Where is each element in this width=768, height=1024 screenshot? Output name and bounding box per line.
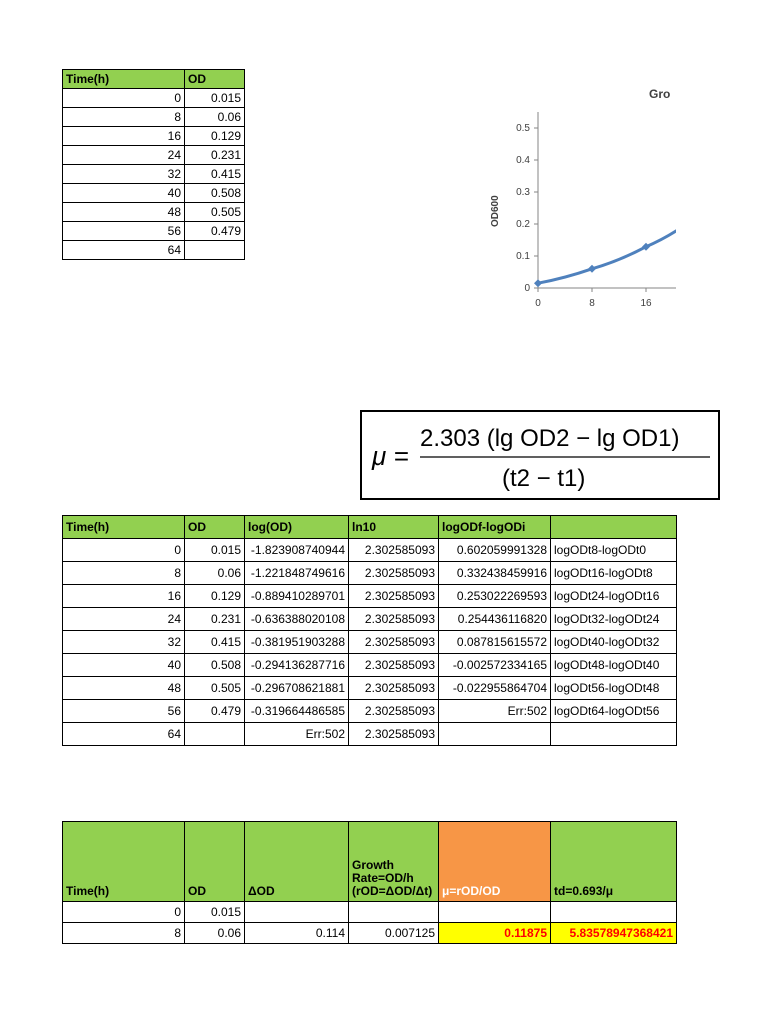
y-tick-label: 0.4: [516, 155, 530, 166]
y-tick-label: 0.3: [516, 187, 530, 198]
table-row: [63, 241, 245, 260]
cell[interactable]: 2.302585093: [349, 700, 439, 723]
cell[interactable]: 0.015: [185, 89, 245, 108]
cell[interactable]: [551, 902, 677, 923]
cell[interactable]: 0.479: [185, 700, 245, 723]
formula-svg: [362, 412, 718, 498]
table-row: [63, 184, 245, 203]
cell[interactable]: 8: [63, 923, 185, 944]
data-point[interactable]: [588, 265, 596, 273]
table-row: [63, 902, 677, 923]
chart-title: Gro: [649, 87, 671, 101]
y-tick-label: 0: [524, 283, 530, 294]
cell[interactable]: 0.415: [185, 631, 245, 654]
header-cell[interactable]: Time(h): [63, 70, 185, 89]
mu-value-cell[interactable]: 0.11875: [439, 923, 551, 944]
cell[interactable]: 0.129: [185, 585, 245, 608]
header-cell[interactable]: OD: [185, 822, 245, 902]
cell[interactable]: 0.508: [185, 654, 245, 677]
header-cell[interactable]: ln10: [349, 516, 439, 539]
cell[interactable]: 48: [63, 677, 185, 700]
cell[interactable]: 24: [63, 146, 185, 165]
table-row: [63, 923, 677, 944]
cell[interactable]: Err:502: [245, 723, 349, 746]
table-row: [63, 562, 677, 585]
cell[interactable]: -0.296708621881: [245, 677, 349, 700]
cell[interactable]: 2.302585093: [349, 677, 439, 700]
table-row: [63, 723, 677, 746]
table-row: [63, 108, 245, 127]
cell[interactable]: 2.302585093: [349, 631, 439, 654]
cell[interactable]: 0.254436116820: [439, 608, 551, 631]
formula-note-cell[interactable]: logODt24-logODt16: [551, 585, 677, 608]
cell[interactable]: 32: [63, 631, 185, 654]
header-cell[interactable]: [551, 516, 677, 539]
table-row: [63, 608, 677, 631]
cell[interactable]: 2.302585093: [349, 585, 439, 608]
cell[interactable]: 8: [63, 562, 185, 585]
cell[interactable]: 0.505: [185, 203, 245, 222]
table-row: [63, 631, 677, 654]
cell[interactable]: 0.087815615572: [439, 631, 551, 654]
cell[interactable]: 0: [63, 902, 185, 923]
formula-note-cell[interactable]: logODt16-logODt8: [551, 562, 677, 585]
x-ticks: [535, 288, 652, 309]
growth-chart[interactable]: [486, 82, 676, 314]
cell[interactable]: 56: [63, 700, 185, 723]
growth-rate-formula: [360, 410, 720, 500]
od-table: [62, 69, 245, 260]
cell[interactable]: 32: [63, 165, 185, 184]
formula-note-cell[interactable]: logODt40-logODt32: [551, 631, 677, 654]
growth-rate-table: [62, 821, 677, 944]
cell[interactable]: -0.022955864704: [439, 677, 551, 700]
cell[interactable]: 64: [63, 723, 185, 746]
header-cell[interactable]: OD: [185, 70, 245, 89]
cell[interactable]: Err:502: [439, 700, 551, 723]
cell[interactable]: 8: [63, 108, 185, 127]
header-cell[interactable]: OD: [185, 516, 245, 539]
y-ticks: [516, 123, 538, 294]
cell[interactable]: 0.231: [185, 608, 245, 631]
cell[interactable]: 0.508: [185, 184, 245, 203]
cell[interactable]: 0.231: [185, 146, 245, 165]
cell[interactable]: [185, 241, 245, 260]
cell[interactable]: -0.319664486585: [245, 700, 349, 723]
cell[interactable]: 2.302585093: [349, 723, 439, 746]
td-value-cell[interactable]: 5.83578947368421: [551, 923, 677, 944]
data-point[interactable]: [534, 279, 542, 287]
cell[interactable]: 40: [63, 654, 185, 677]
cell[interactable]: 0.332438459916: [439, 562, 551, 585]
cell[interactable]: 0.007125: [349, 923, 439, 944]
cell[interactable]: 64: [63, 241, 185, 260]
cell[interactable]: 2.302585093: [349, 539, 439, 562]
table-row: [63, 677, 677, 700]
formula-numerator: 2.303 (lg OD2 − lg OD1): [420, 425, 680, 452]
cell[interactable]: 0.06: [185, 923, 245, 944]
cell[interactable]: 56: [63, 222, 185, 241]
header-cell[interactable]: logODf-logODi: [439, 516, 551, 539]
cell[interactable]: 0.06: [185, 108, 245, 127]
cell[interactable]: 0: [63, 539, 185, 562]
cell[interactable]: 0.06: [185, 562, 245, 585]
y-axis-label: OD600: [490, 195, 501, 227]
header-cell[interactable]: μ=rOD/OD: [439, 822, 551, 902]
cell[interactable]: -0.889410289701: [245, 585, 349, 608]
series-od: [534, 210, 676, 287]
header-cell[interactable]: Growth Rate=OD/h (rOD=ΔOD/Δt): [349, 822, 439, 902]
table-header-row: [63, 822, 677, 902]
cell[interactable]: [245, 902, 349, 923]
cell[interactable]: 0.114: [245, 923, 349, 944]
formula-note-cell[interactable]: logODt48-logODt40: [551, 654, 677, 677]
header-cell[interactable]: ΔOD: [245, 822, 349, 902]
cell[interactable]: 0.602059991328: [439, 539, 551, 562]
formula-note-cell[interactable]: logODt32-logODt24: [551, 608, 677, 631]
table-row: [63, 222, 245, 241]
chart-svg: [486, 82, 676, 314]
cell[interactable]: 2.302585093: [349, 654, 439, 677]
cell[interactable]: 0.415: [185, 165, 245, 184]
cell[interactable]: 0.253022269593: [439, 585, 551, 608]
table-row: [63, 89, 245, 108]
cell[interactable]: -0.294136287716: [245, 654, 349, 677]
formula-note-cell[interactable]: logODt8-logODt0: [551, 539, 677, 562]
table-row: [63, 146, 245, 165]
table-row: [63, 585, 677, 608]
table-header-row: [63, 70, 245, 89]
y-tick-label: 0.5: [516, 123, 530, 134]
cell[interactable]: 0.479: [185, 222, 245, 241]
table-row: [63, 654, 677, 677]
cell[interactable]: -0.002572334165: [439, 654, 551, 677]
formula-denominator: (t2 − t1): [502, 465, 586, 492]
cell[interactable]: 0.129: [185, 127, 245, 146]
series-line: [538, 214, 676, 283]
cell[interactable]: -1.221848749616: [245, 562, 349, 585]
cell[interactable]: 16: [63, 585, 185, 608]
x-tick-label: 16: [640, 298, 652, 309]
table-row: [63, 539, 677, 562]
formula-note-cell[interactable]: [551, 723, 677, 746]
header-cell[interactable]: log(OD): [245, 516, 349, 539]
x-tick-label: 0: [535, 298, 541, 309]
formula-note-cell[interactable]: logODt56-logODt48: [551, 677, 677, 700]
x-tick-label: 8: [589, 298, 595, 309]
cell[interactable]: [439, 902, 551, 923]
table-row: [63, 127, 245, 146]
y-tick-label: 0.2: [516, 219, 530, 230]
table-row: [63, 700, 677, 723]
cell[interactable]: 2.302585093: [349, 562, 439, 585]
header-cell[interactable]: td=0.693/μ: [551, 822, 677, 902]
table-row: [63, 203, 245, 222]
cell[interactable]: 2.302585093: [349, 608, 439, 631]
cell[interactable]: -0.381951903288: [245, 631, 349, 654]
cell[interactable]: 0.505: [185, 677, 245, 700]
table-header-row: [63, 516, 677, 539]
cell[interactable]: 0: [63, 89, 185, 108]
formula-lhs: μ =: [372, 441, 409, 471]
y-tick-label: 0.1: [516, 251, 530, 262]
cell[interactable]: -0.636388020108: [245, 608, 349, 631]
cell[interactable]: [185, 723, 245, 746]
cell[interactable]: -1.823908740944: [245, 539, 349, 562]
log-table: [62, 515, 677, 746]
header-cell[interactable]: Time(h): [63, 822, 185, 902]
cell[interactable]: 24: [63, 608, 185, 631]
header-cell[interactable]: Time(h): [63, 516, 185, 539]
cell[interactable]: 0.015: [185, 539, 245, 562]
formula-note-cell[interactable]: logODt64-logODt56: [551, 700, 677, 723]
cell[interactable]: 40: [63, 184, 185, 203]
table-row: [63, 165, 245, 184]
cell[interactable]: [349, 902, 439, 923]
cell[interactable]: 16: [63, 127, 185, 146]
cell[interactable]: 48: [63, 203, 185, 222]
cell[interactable]: [439, 723, 551, 746]
cell[interactable]: 0.015: [185, 902, 245, 923]
